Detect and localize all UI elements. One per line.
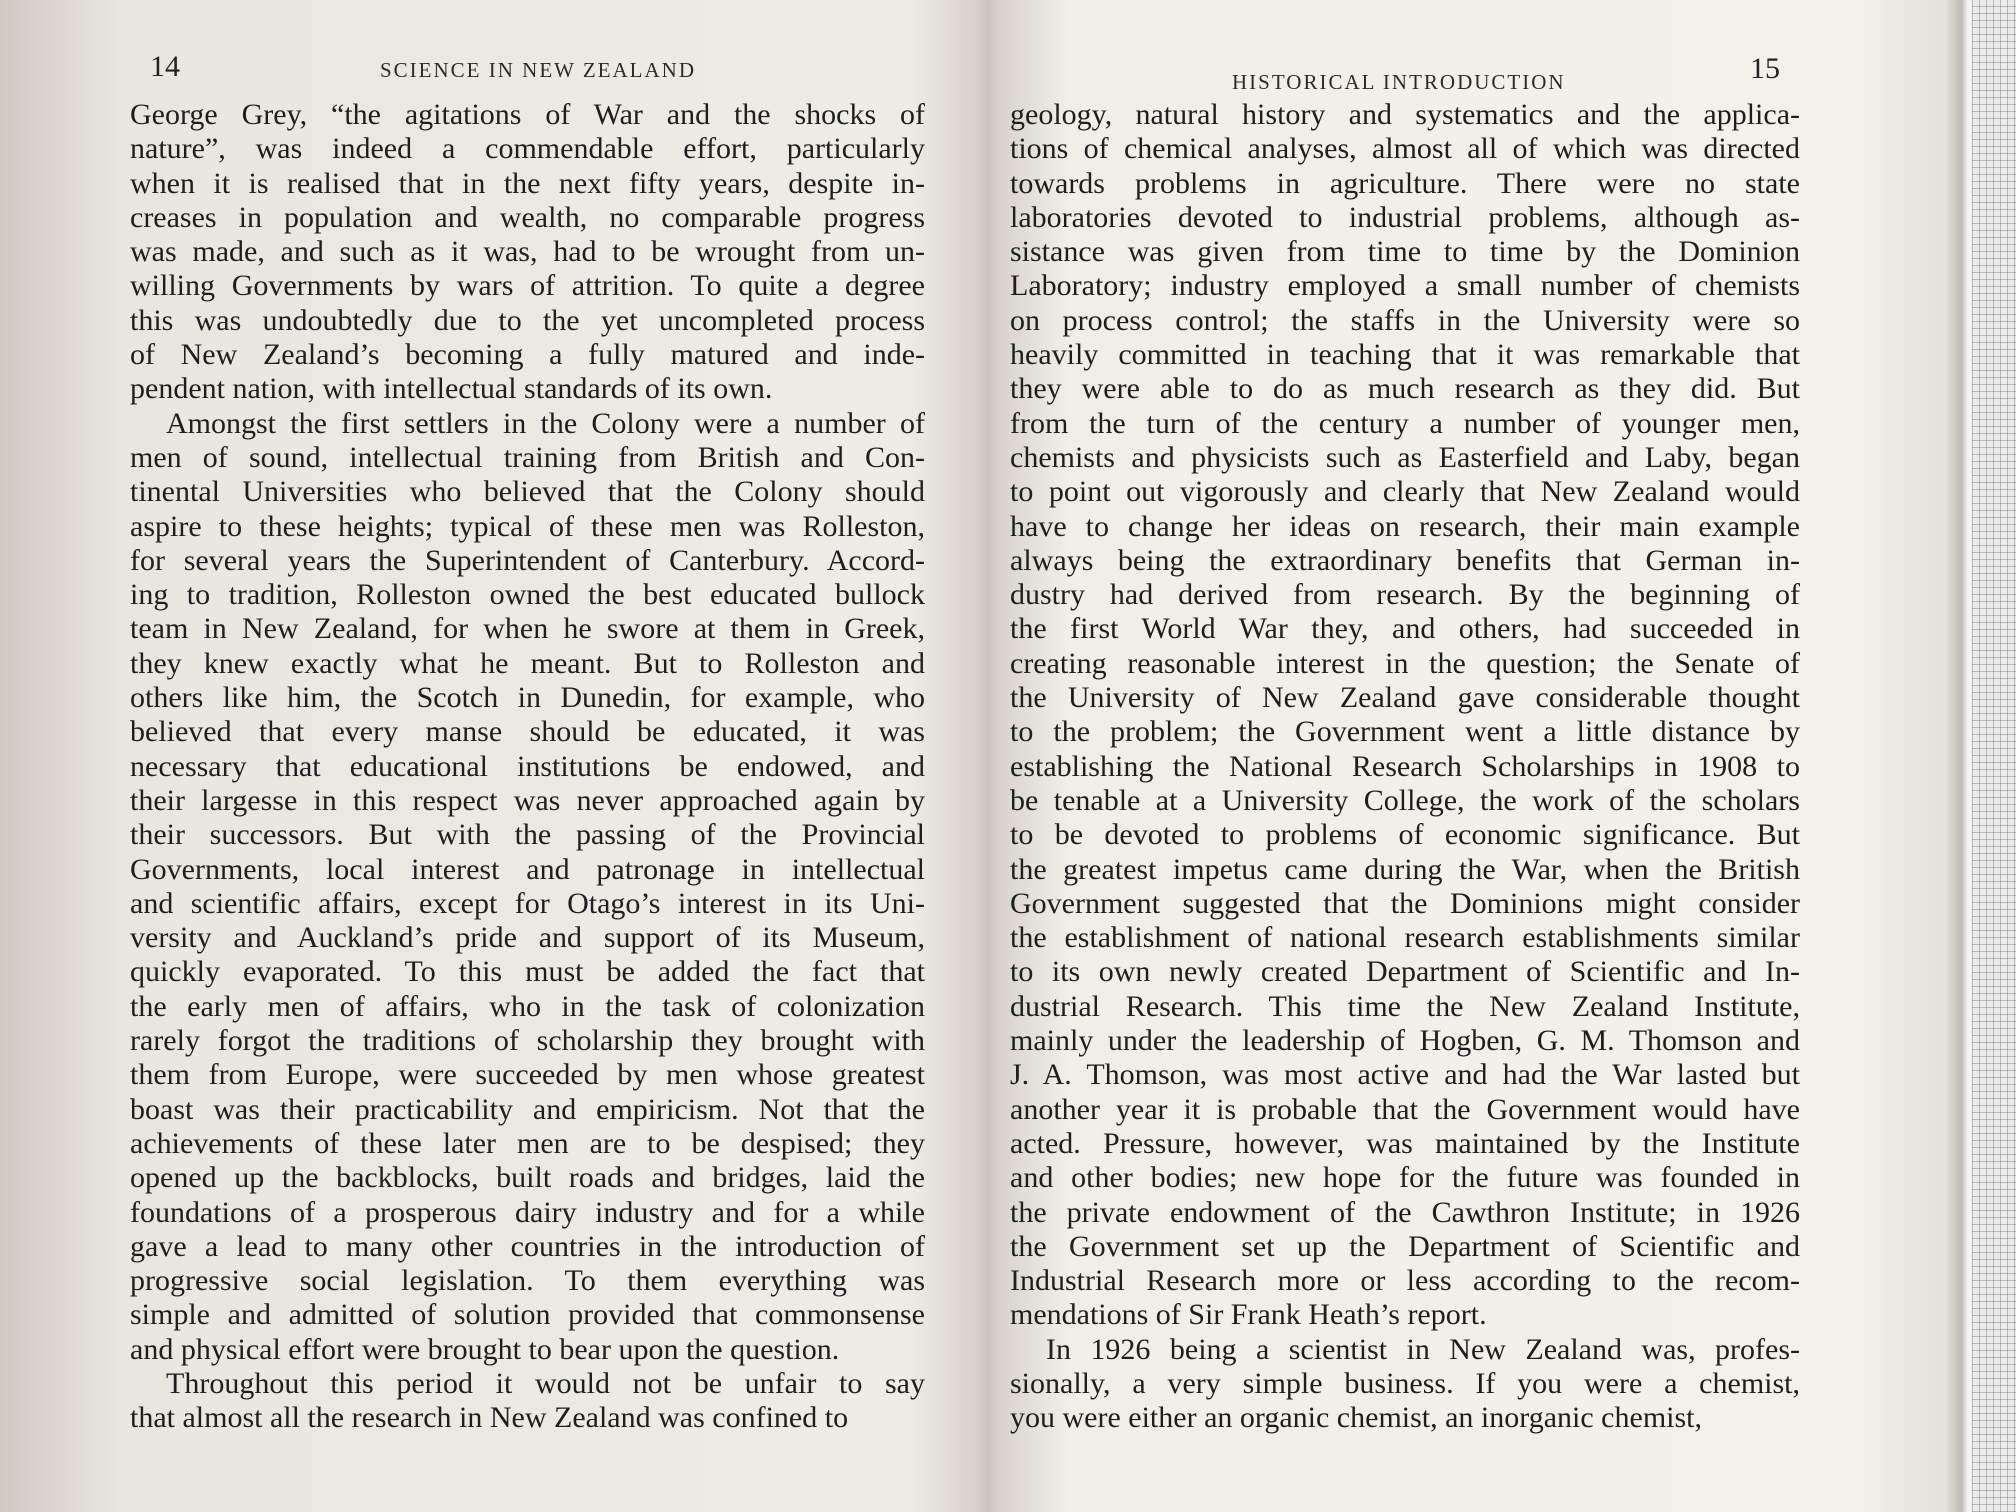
- text-line: versity and Auckland’s pride and support of its Museum,: [130, 921, 925, 955]
- text-line: gave a lead to many other countries in the introduction of: [130, 1229, 925, 1263]
- text-line: to its own newly created Department of Scientific and In-: [1010, 955, 1800, 989]
- text-line: towards problems in agriculture. There were no state: [1010, 166, 1800, 200]
- text-line: the establishment of national research establishments similar: [1010, 921, 1800, 955]
- text-line: George Grey, “the agitations of War and the shocks of: [130, 98, 925, 131]
- text-line: that almost all the research in New Zealand was confined to: [130, 1401, 849, 1435]
- left-page-header: [130, 50, 990, 90]
- text-line: heavily committed in teaching that it was remarkable that: [1010, 338, 1800, 372]
- text-line: others like him, the Scotch in Dunedin, for example, who: [130, 681, 925, 715]
- text-line: be tenable at a University College, the work of the scholars: [1010, 783, 1800, 817]
- text-line: Throughout this period it would not be unfair to say: [166, 1366, 925, 1400]
- text-line: was made, and such as it was, had to be wrought from un-: [130, 235, 925, 269]
- text-line: Laboratory; industry employed a small number of chemists: [1010, 269, 1800, 303]
- text-line: tinental Universities who believed that the Colony should: [130, 475, 925, 509]
- text-line: chemists and physicists such as Easterfield and Laby, began: [1010, 440, 1800, 474]
- text-line: when it is realised that in the next fifty years, despite in-: [130, 166, 925, 200]
- text-line: J. A. Thomson, was most active and had the War lasted but: [1010, 1058, 1800, 1092]
- text-line: creases in population and wealth, no comparable progress: [130, 200, 925, 234]
- text-line: geology, natural history and systematics and the applica-: [1010, 98, 1800, 131]
- text-line: laboratories devoted to industrial problems, although as-: [1010, 200, 1800, 234]
- text-line: Government suggested that the Dominions might consider: [1010, 886, 1800, 920]
- text-line: acted. Pressure, however, was maintained by the Institute: [1010, 1126, 1800, 1160]
- text-line: achievements of these later men are to be despised; they: [130, 1126, 925, 1160]
- left-running-head: SCIENCE IN NEW ZEALAND: [380, 58, 696, 82]
- text-line: for several years the Superintendent of Canterbury. Accord-: [130, 543, 925, 577]
- text-line: them from Europe, were succeeded by men whose greatest: [130, 1058, 925, 1092]
- text-line: ing to tradition, Rolleston owned the best educated bullock: [130, 578, 925, 612]
- text-line: progressive social legislation. To them everything was: [130, 1264, 925, 1298]
- text-line: the University of New Zealand gave considerable thought: [1010, 681, 1800, 715]
- text-line: to point out vigorously and clearly that New Zealand would: [1010, 475, 1800, 509]
- text-line: necessary that educational institutions be endowed, and: [130, 749, 925, 783]
- text-line: the private endowment of the Cawthron Institute; in 1926: [1010, 1195, 1800, 1229]
- right-running-head: HISTORICAL INTRODUCTION: [1232, 70, 1566, 94]
- right-page-header: [1010, 52, 1820, 98]
- text-line: dustrial Research. This time the New Zealand Institute,: [1010, 989, 1800, 1023]
- text-line: mainly under the leadership of Hogben, G. M. Thomson and: [1010, 1024, 1800, 1058]
- text-line: Industrial Research more or less according to the recom-: [1010, 1264, 1800, 1298]
- text-line: In 1926 being a scientist in New Zealand was, profes-: [1046, 1332, 1800, 1366]
- right-page: [1010, 40, 1820, 1482]
- text-line: tions of chemical analyses, almost all of which was directed: [1010, 132, 1800, 166]
- text-line: establishing the National Research Scholarships in 1908 to: [1010, 749, 1800, 783]
- text-line: sistance was given from time to time by the Dominion: [1010, 235, 1800, 269]
- text-line: they knew exactly what he meant. But to Rolleston and: [130, 646, 925, 680]
- text-line: dustry had derived from research. By the beginning of: [1010, 578, 1800, 612]
- text-line: and other bodies; new hope for the future was founded in: [1010, 1161, 1800, 1195]
- right-page-number: 15: [1750, 52, 1780, 85]
- graph-paper-edge: [1972, 0, 2016, 1512]
- text-line: you were either an organic chemist, an inorganic chemist,: [1010, 1401, 1702, 1435]
- text-line: their largesse in this respect was never approached again by: [130, 783, 925, 817]
- text-line: this was undoubtedly due to the yet uncompleted process: [130, 303, 925, 337]
- text-line: have to change her ideas on research, their main example: [1010, 509, 1800, 543]
- text-line: from the turn of the century a number of younger men,: [1010, 406, 1800, 440]
- text-line: sionally, a very simple business. If you were a chemist,: [1010, 1366, 1800, 1400]
- text-line: men of sound, intellectual training from British and Con-: [130, 440, 925, 474]
- text-line: willing Governments by wars of attrition. To quite a degree: [130, 269, 925, 303]
- text-line: of New Zealand’s becoming a fully matured and inde-: [130, 338, 925, 372]
- text-line: and physical effort were brought to bear upon the question.: [130, 1332, 840, 1366]
- text-line: Amongst the first settlers in the Colony were a number of: [166, 406, 925, 440]
- text-line: the first World War they, and others, had succeeded in: [1010, 612, 1800, 646]
- text-line: Governments, local interest and patronage in intellectual: [130, 852, 925, 886]
- text-line: always being the extraordinary benefits that German in-: [1010, 543, 1800, 577]
- text-line: aspire to these heights; typical of these men was Rolleston,: [130, 509, 925, 543]
- text-line: the greatest impetus came during the War, when the British: [1010, 852, 1800, 886]
- text-line: their successors. But with the passing of the Provincial: [130, 818, 925, 852]
- text-line: nature”, was indeed a commendable effort, particularly: [130, 132, 925, 166]
- text-line: pendent nation, with intellectual standards of its own.: [130, 372, 773, 406]
- text-line: believed that every manse should be educated, it was: [130, 715, 925, 749]
- text-line: the early men of affairs, who in the task of colonization: [130, 989, 925, 1023]
- text-line: to be devoted to problems of economic significance. But: [1010, 818, 1800, 852]
- text-line: the Government set up the Department of Scientific and: [1010, 1229, 1800, 1263]
- text-line: creating reasonable interest in the question; the Senate of: [1010, 646, 1800, 680]
- text-line: another year it is probable that the Government would have: [1010, 1092, 1800, 1126]
- left-page-text: [130, 98, 925, 1436]
- text-line: to the problem; the Government went a little distance by: [1010, 715, 1800, 749]
- text-line: simple and admitted of solution provided that commonsense: [130, 1298, 925, 1332]
- left-page: [130, 40, 990, 1482]
- text-line: on process control; the staffs in the University were so: [1010, 303, 1800, 337]
- text-line: rarely forgot the traditions of scholarship they brought with: [130, 1024, 925, 1058]
- text-line: boast was their practicability and empiricism. Not that the: [130, 1092, 925, 1126]
- text-line: quickly evaporated. To this must be added the fact that: [130, 955, 925, 989]
- text-line: they were able to do as much research as they did. But: [1010, 372, 1800, 406]
- right-page-text: [1010, 98, 1800, 1436]
- text-line: mendations of Sir Frank Heath’s report.: [1010, 1298, 1487, 1332]
- text-line: team in New Zealand, for when he swore at them in Greek,: [130, 612, 925, 646]
- text-line: opened up the backblocks, built roads and bridges, laid the: [130, 1161, 925, 1195]
- text-line: foundations of a prosperous dairy industry and for a while: [130, 1195, 925, 1229]
- text-line: and scientific affairs, except for Otago’s interest in its Uni-: [130, 886, 925, 920]
- left-page-number: 14: [150, 50, 180, 83]
